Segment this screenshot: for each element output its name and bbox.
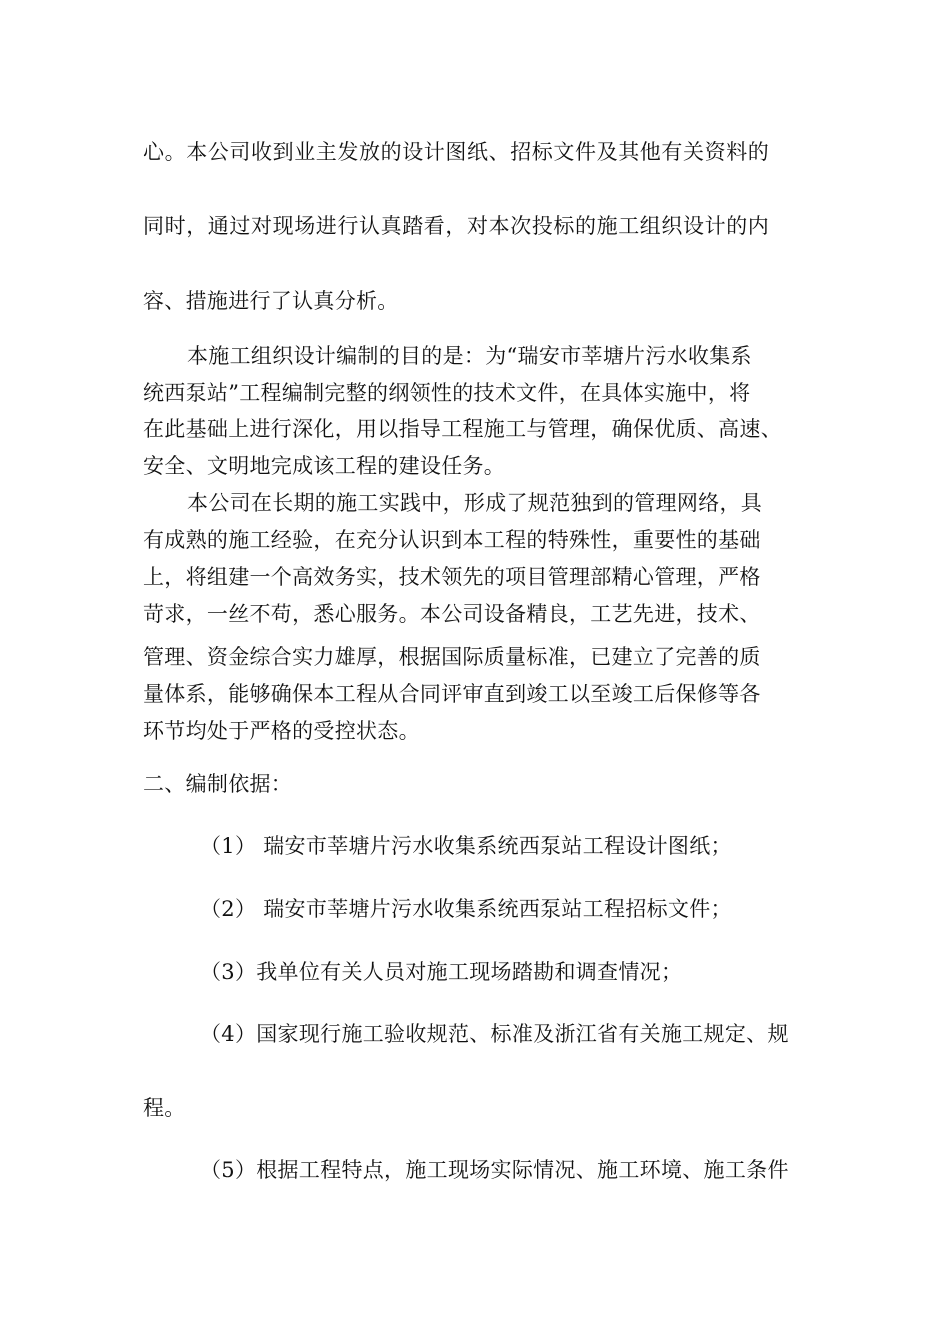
basis-item-4-line-1: （4）国家现行施工验收规范、标准及浙江省有关施工规定、规 <box>200 1022 789 1046</box>
section-heading: 二、编制依据： <box>143 772 293 796</box>
company-line-5: 管理、资金综合实力雄厚，根据国际质量标准，已建立了完善的质 <box>143 645 761 669</box>
intro-line-1: 心。本公司收到业主发放的设计图纸、招标文件及其他有关资料的 <box>143 140 770 164</box>
company-line-3: 上，将组建一个高效务实，技术领先的项目管理部精心管理，严格 <box>143 565 761 589</box>
purpose-line-4: 安全、文明地完成该工程的建设任务。 <box>143 454 506 478</box>
basis-item-4-line-2: 程。 <box>143 1096 186 1120</box>
company-line-6: 量体系，能够确保本工程从合同评审直到竣工以至竣工后保修等各 <box>143 682 761 706</box>
company-line-2: 有成熟的施工经验，在充分认识到本工程的特殊性，重要性的基础 <box>143 528 761 552</box>
basis-item-2: （2） 瑞安市莘塘片污水收集系统西泵站工程招标文件； <box>200 897 732 921</box>
purpose-line-3: 在此基础上进行深化，用以指导工程施工与管理，确保优质、高速、 <box>143 417 782 441</box>
company-line-4: 苛求，一丝不苟，悉心服务。本公司设备精良，工艺先进，技术、 <box>143 602 761 626</box>
intro-line-2: 同时，通过对现场进行认真踏看，对本次投标的施工组织设计的内 <box>143 214 770 238</box>
basis-item-1: （1） 瑞安市莘塘片污水收集系统西泵站工程设计图纸； <box>200 834 732 858</box>
basis-item-5: （5）根据工程特点，施工现场实际情况、施工环境、施工条件 <box>200 1158 789 1182</box>
intro-line-3: 容、措施进行了认真分析。 <box>143 289 399 313</box>
company-line-1: 本公司在长期的施工实践中，形成了规范独到的管理网络，具 <box>187 491 763 515</box>
basis-item-3: （3）我单位有关人员对施工现场踏勘和调查情况； <box>200 960 683 984</box>
purpose-line-2: 统西泵站”工程编制完整的纲领性的技术文件，在具体实施中，将 <box>143 381 751 405</box>
purpose-line-1: 本施工组织设计编制的目的是：为“瑞安市莘塘片污水收集系 <box>187 344 752 368</box>
company-line-7: 环节均处于严格的受控状态。 <box>143 719 420 743</box>
